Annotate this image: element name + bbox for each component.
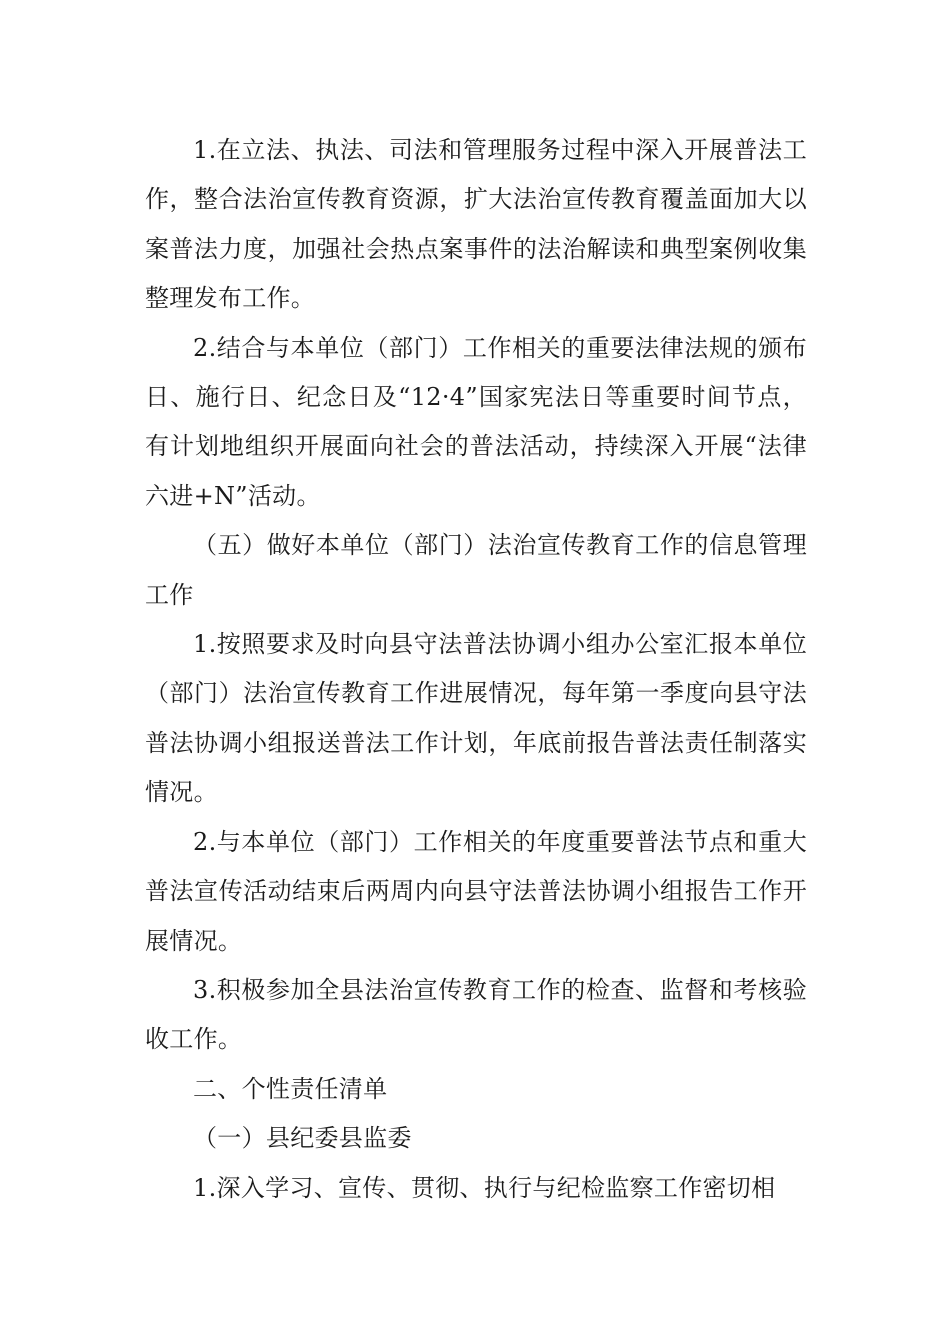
paragraph-item-1: 1.在立法、执法、司法和管理服务过程中深入开展普法工作，整合法治宣传教育资源，扩大法治宣传教育覆盖面加大以案普法力度，加强社会热点案事件的法治解读和典型案例收集整理发布工作。 [145, 136, 807, 313]
paragraph-item-last: 1.深入学习、宣传、贯彻、执行与纪检监察工作密切相 [193, 1173, 776, 1202]
section-heading-5: （五）做好本单位（部门）法治宣传教育工作的信息管理工作 [145, 531, 807, 609]
paragraph-item-2: 2.结合与本单位（部门）工作相关的重要法律法规的颁布日、施行日、纪念日及“12·4”国家宪法日等重要时间节点，有计划地组织开展面向社会的普法活动，持续深入开展“法律六进+N”活动。 [145, 333, 807, 510]
paragraph-item-5-3: 3.积极参加全县法治宣传教育工作的检查、监督和考核验收工作。 [145, 975, 807, 1054]
chapter-heading-2: 二、个性责任清单 [193, 1074, 388, 1103]
paragraph-item-5-2: 2.与本单位（部门）工作相关的年度重要普法节点和重大普法宣传活动结束后两周内向县守法普法协调小组报告工作开展情况。 [145, 827, 807, 955]
document-body [145, 126, 807, 1213]
subsection-heading-1: （一）县纪委县监委 [193, 1124, 412, 1153]
paragraph-item-5-1: 1.按照要求及时向县守法普法协调小组办公室汇报本单位（部门）法治宣传教育工作进展情况，每年第一季度向县守法普法协调小组报送普法工作计划，年底前报告普法责任制落实情况。 [145, 630, 807, 807]
